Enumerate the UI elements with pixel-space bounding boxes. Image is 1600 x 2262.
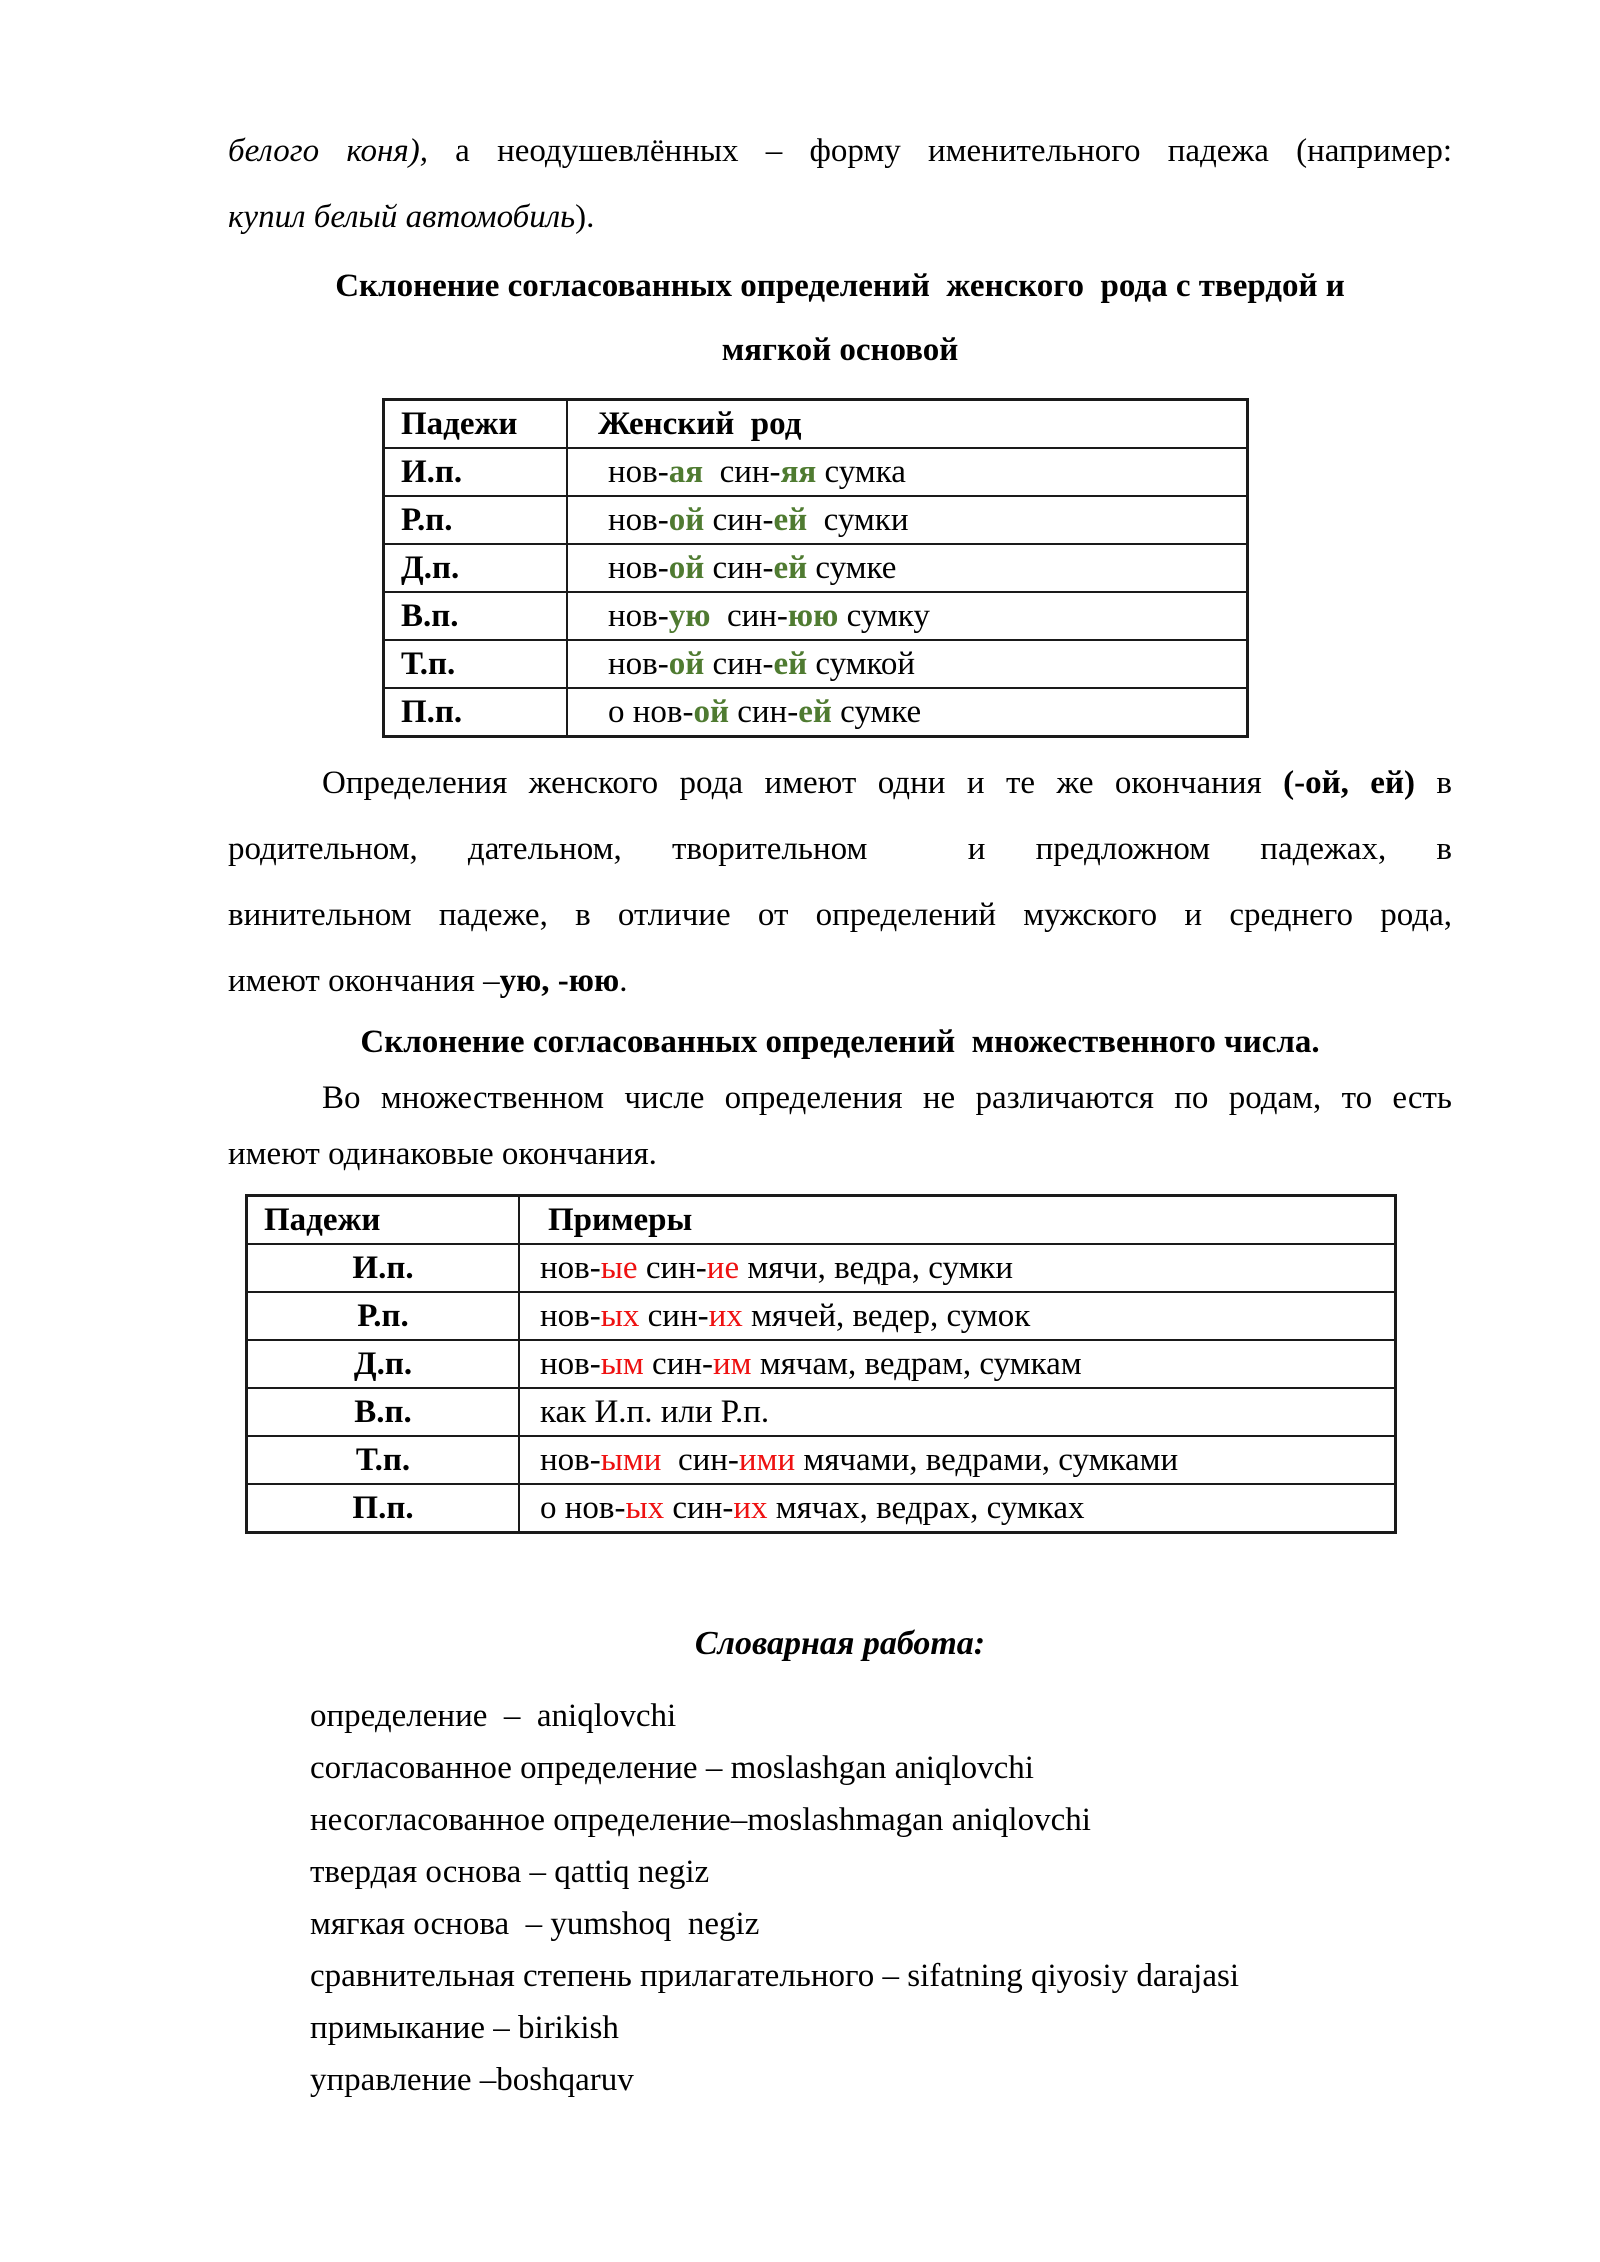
case-cell: Д.п. <box>247 1340 520 1388</box>
case-cell: П.п. <box>247 1484 520 1533</box>
feminine-gender-column-header: Женский род <box>567 400 1248 449</box>
table-row <box>384 544 1248 592</box>
examples-column-header: Примеры <box>519 1196 1396 1245</box>
paragraph-line: имеют окончания –ую, -юю. <box>228 963 628 999</box>
example-cell: нов-ым син-им мячам, ведрам, сумкам <box>519 1340 1396 1388</box>
case-cell: В.п. <box>384 592 568 640</box>
case-cell: Р.п. <box>384 496 568 544</box>
case-cell: Р.п. <box>247 1292 520 1340</box>
plural-intro-paragraph <box>228 1070 1452 1182</box>
case-cell: П.п. <box>384 688 568 737</box>
paragraph-line: Определения женского рода имеют одни и те же окончания (-ой, ей) в <box>322 765 1452 801</box>
heading-plural-declension: Склонение согласованных определений множественного числа. <box>360 1024 1320 1060</box>
example-cell: как И.п. или Р.п. <box>519 1388 1396 1436</box>
example-cell: нов-ыми син-ими мячами, ведрами, сумками <box>519 1436 1396 1484</box>
example-cell: нов-ой син-ей сумкой <box>567 640 1248 688</box>
table-row <box>384 592 1248 640</box>
heading-feminine-declension <box>228 254 1452 382</box>
example-cell: о нов-ой син-ей сумке <box>567 688 1248 737</box>
case-cell: И.п. <box>384 448 568 496</box>
cases-column-header: Падежи <box>247 1196 520 1245</box>
feminine-declension-table <box>382 398 1249 738</box>
table-row <box>247 1436 1396 1484</box>
vocabulary-list <box>310 1690 1452 2106</box>
table-row <box>247 1388 1396 1436</box>
paragraph-line: винительном падеже, в отличие от определений мужского и среднего рода, <box>228 897 1452 933</box>
table-row <box>247 1292 1396 1340</box>
table-header-row <box>384 400 1248 449</box>
example-cell: нов-ая син-яя сумка <box>567 448 1248 496</box>
table-row <box>384 640 1248 688</box>
case-cell: Т.п. <box>384 640 568 688</box>
example-cell: нов-ых син-их мячей, ведер, сумок <box>519 1292 1396 1340</box>
table-row <box>384 688 1248 737</box>
example-cell: о нов-ых син-их мячах, ведрах, сумках <box>519 1484 1396 1533</box>
table-header-row <box>247 1196 1396 1245</box>
vocab-item: управление –boshqaruv <box>310 2062 634 2098</box>
vocab-item: несогласованное определение–moslashmagan aniqlovchi <box>310 1802 1091 1838</box>
table-row <box>247 1484 1396 1533</box>
cases-column-header: Падежи <box>384 400 568 449</box>
intro-line-2: купил белый автомобиль). <box>228 199 595 235</box>
table-row <box>247 1244 1396 1292</box>
vocab-item: твердая основа – qattiq negiz <box>310 1854 710 1890</box>
case-cell: Д.п. <box>384 544 568 592</box>
vocab-item: сравнительная степень прилагательного – sifatning qiyosiy darajasi <box>310 1958 1239 1994</box>
heading-line: мягкой основой <box>721 332 959 368</box>
paragraph-line: имеют одинаковые окончания. <box>228 1136 657 1172</box>
feminine-endings-paragraph <box>228 750 1452 1014</box>
case-cell: В.п. <box>247 1388 520 1436</box>
example-cell: нов-ой син-ей сумки <box>567 496 1248 544</box>
paragraph-line: Во множественном числе определения не различаются по родам, то есть <box>322 1080 1452 1116</box>
example-cell: нов-ой син-ей сумке <box>567 544 1248 592</box>
heading-line: Склонение согласованных определений женского рода с твердой и <box>335 268 1345 304</box>
case-cell: И.п. <box>247 1244 520 1292</box>
vocab-item: определение – aniqlovchi <box>310 1698 677 1734</box>
intro-line-1: белого коня), а неодушевлённых – форму именительного падежа (например: <box>228 133 1452 169</box>
example-cell: нов-ую син-юю сумку <box>567 592 1248 640</box>
case-cell: Т.п. <box>247 1436 520 1484</box>
paragraph-line: родительном, дательном, творительном и предложном падежах, в <box>228 831 1452 867</box>
vocabulary-section-title: Словарная работа: <box>694 1625 986 1662</box>
vocab-item: согласованное определение – moslashgan aniqlovchi <box>310 1750 1034 1786</box>
table-row <box>247 1340 1396 1388</box>
table-row <box>384 496 1248 544</box>
intro-paragraph <box>228 118 1452 250</box>
table-row <box>384 448 1248 496</box>
example-cell: нов-ые син-ие мячи, ведра, сумки <box>519 1244 1396 1292</box>
vocab-item: примыкание – birikish <box>310 2010 619 2046</box>
plural-declension-table <box>245 1194 1397 1534</box>
vocab-item: мягкая основа – yumshoq negiz <box>310 1906 760 1942</box>
